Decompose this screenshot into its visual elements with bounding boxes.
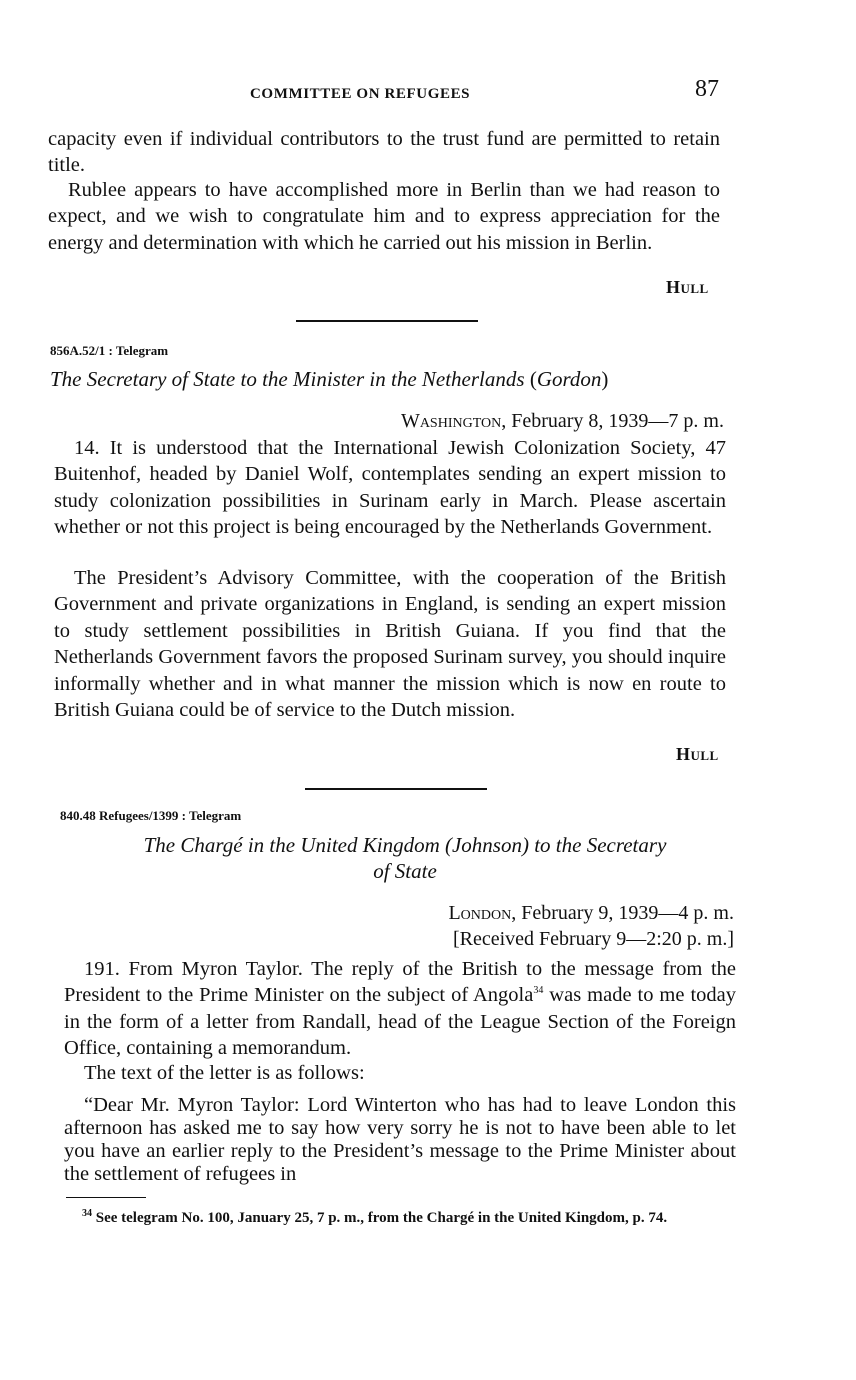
footnote-reference: 34 [533,985,544,997]
heading-name: Gordon [536,367,602,391]
signature-hull: Hull [676,744,719,764]
heading-paren-close: ) [601,367,609,391]
page-number: 87 [695,76,719,102]
heading-part: The Secretary of State to the Minister in the Netherlands [50,367,530,391]
paragraph-text: was made to me today in the form of a letter from Randall, head of the League Section of the Foreign Office, containing a memorandum. [64,984,736,1060]
section-divider [305,788,487,790]
running-title: COMMITTEE ON REFUGEES [250,86,471,102]
dateline-date: , February 8, 1939—7 p. m. [501,410,724,432]
dateline-place: London [448,902,512,924]
document-heading [60,832,750,884]
paragraph-advisory-committee: The President’s Advisory Committee, with the cooperation of the British Government and private organizations in England, is sending an expert mission to study settlement possibilities in British Guiana. If you find that the Netherlands Government favors the proposed Surinam survey, you should inquire informally whether and in what manner the mission which is now en route to British Guiana could be of service to the Dutch mission. [54,567,726,722]
footnote [66,1208,742,1228]
dateline [300,900,734,926]
paragraph-text: 191. From Myron Taylor. The reply of the British to the message from the President to the Prime Minister on the subject of Angola [64,958,736,1007]
heading-paren-open: ( [529,367,537,391]
heading-line: of State [373,859,437,883]
document-heading [50,366,740,392]
paragraph-letter-intro: The text of the letter is as follows: [84,1062,365,1084]
file-reference: 856A.52/1 : Telegram [50,343,169,358]
footnote-marker: 34 [82,1208,92,1219]
paragraph-rublee: Rublee appears to have accomplished more in Berlin than we had reason to expect, and we wish to congratulate him and to express appreciation for the energy and determination with which he carried out his mission in Berlin. [48,179,720,254]
paragraph-surinam: 14. It is understood that the International Jewish Colonization Society, 47 Buitenhof, headed by Daniel Wolf, contemplates sending an expert mission to study colonization possibilities in Surinam early in March. Please ascertain whether or not this project is being encouraged by the Netherlands Government. [54,437,726,539]
signature-hull: Hull [666,277,709,297]
heading-line: The Chargé in the United Kingdom (Johnson) to the Secretary [143,833,667,857]
paragraph-continuation: capacity even if individual contributors to the trust fund are permitted to retain title. [48,128,720,177]
footnote-text: See telegram No. 100, January 25, 7 p. m., from the Chargé in the United Kingdom, p. 74. [92,1210,668,1226]
dateline-place: Washington [400,410,502,432]
dateline-date: , February 9, 1939—4 p. m. [511,902,734,924]
dateline [300,408,724,434]
section-divider [296,320,478,322]
paragraph-letter-text: “Dear Mr. Myron Taylor: Lord Winterton who has had to leave London this afternoon has asked me to say how very sorry he is not to have been able to let you have an earlier reply to the President’s message to the Prime Minister about the settlement of refugees in [64,1094,736,1185]
received-line: [Received February 9—2:20 p. m.] [452,928,734,950]
file-reference: 840.48 Refugees/1399 : Telegram [60,808,242,823]
footnote-divider [66,1197,146,1198]
paragraph-myron-taylor [64,956,736,1062]
